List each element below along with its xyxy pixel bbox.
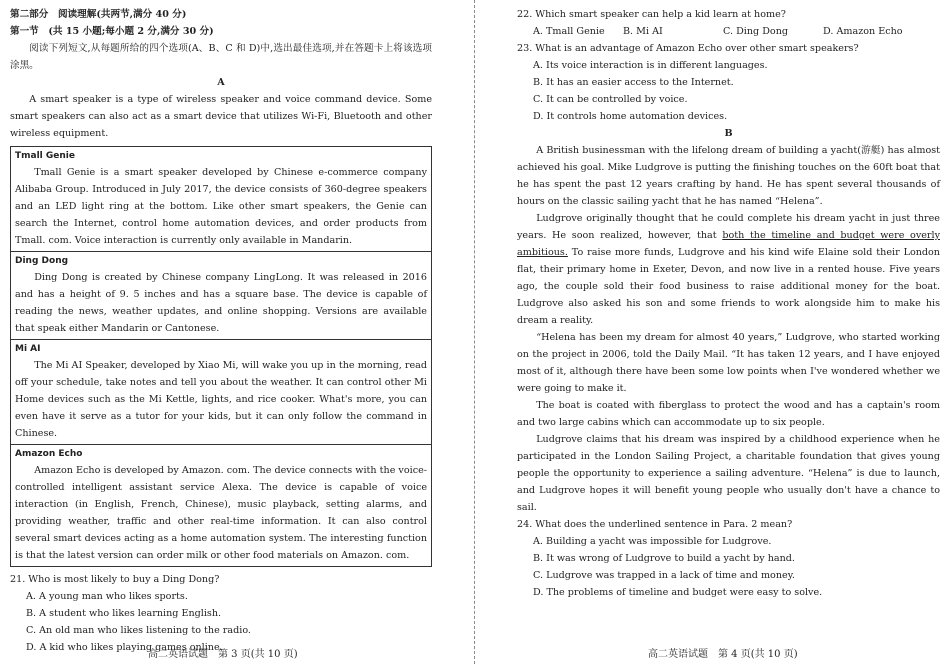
para-2-text: To raise more funds, Ludgrove and his kind wife Elaine sold their London flat, their primary home in Exeter, Devon, and now live in a rented house. Five years ago, the couple sold their food business to raise additional money for the boat. Ludgrove also asked his son and some friends to work alongside him to make his dream a reality. bbox=[517, 247, 940, 326]
box-title: Mi AI bbox=[15, 344, 41, 354]
passage-b-para-1: A British businessman with the lifelong dream of building a yacht(游艇) has almost achieved his goal. Mike Ludgrove is putting the finishing touches on the 60ft boat that he has spent the past 12 years crafting by hand. He has spent several thousands of hours on the classic sailing yacht that he has named “Helena”. bbox=[517, 145, 940, 207]
box-title: Ding Dong bbox=[15, 256, 69, 266]
instructions: 阅读下列短文,从每题所给的四个选项(A、B、C 和 D)中,选出最佳选项,并在答题卡上将该选项涂黑。 bbox=[10, 43, 432, 71]
box-section-tmall-genie bbox=[11, 147, 431, 251]
passage-b-para-2 bbox=[517, 210, 940, 329]
question-24: 24. What does the underlined sentence in Para. 2 mean? bbox=[517, 519, 793, 530]
box-section-ding-dong bbox=[11, 251, 431, 339]
option: B. It has an easier access to the Internet. bbox=[533, 77, 734, 88]
option: A. Building a yacht was impossible for Ludgrove. bbox=[533, 536, 772, 547]
passage-a-intro: A smart speaker is a type of wireless speaker and voice command device. Some smart speakers can also act as a smart device that utilizes Wi-Fi, Bluetooth and other wireless equipment. bbox=[10, 94, 432, 139]
box-title: Amazon Echo bbox=[15, 449, 83, 459]
question-24-options bbox=[517, 533, 940, 601]
passage-b-para-3: “Helena has been my dream for almost 40 years,” Ludgrove, who started working on the project in 2006, told the Daily Mail. “It has taken 12 years, and I have enjoyed most of it, although there have been some low points when I've wondered whether we were going to make it. bbox=[517, 332, 940, 394]
option: B. It was wrong of Ludgrove to build a yacht by hand. bbox=[533, 553, 795, 564]
page-footer-left: 高二英语试题 第 3 页(共 10 页) bbox=[148, 649, 298, 660]
question-23: 23. What is an advantage of Amazon Echo over other smart speakers? bbox=[517, 43, 859, 54]
option: A. A young man who likes sports. bbox=[26, 591, 188, 602]
option: D. Amazon Echo bbox=[823, 26, 903, 37]
left-page bbox=[10, 6, 432, 656]
question-21: 21. Who is most likely to buy a Ding Dong? bbox=[10, 574, 220, 585]
box-title: Tmall Genie bbox=[15, 151, 75, 161]
option: C. An old man who likes listening to the radio. bbox=[26, 625, 251, 636]
page-divider bbox=[474, 0, 475, 664]
passage-b-para-5: Ludgrove claims that his dream was inspired by a childhood experience when he participated in the London Sailing Project, a charitable foundation that gives young people the opportunity to experience a sailing adventure. “Helena” is due to launch, and Ludgrove hopes it will benefit young people who usually don't have a chance to sail. bbox=[517, 434, 940, 513]
option: B. A student who likes learning English. bbox=[26, 608, 222, 619]
box-section-mi-ai bbox=[11, 339, 431, 444]
passage-b-label: B bbox=[724, 128, 733, 139]
section1-title: 第一节 (共 15 小题;每小题 2 分,满分 30 分) bbox=[10, 26, 214, 37]
option: D. The problems of timeline and budget were easy to solve. bbox=[533, 587, 823, 598]
option: C. It can be controlled by voice. bbox=[533, 94, 688, 105]
option: C. Ding Dong bbox=[723, 26, 789, 37]
right-page bbox=[517, 6, 940, 601]
box-text: Amazon Echo is developed by Amazon. com. The device connects with the voice-controlled intelligent assistant service Alexa. The device is capable of voice interaction (in English, French, Chinese), music playback, setting alarms, and providing weather, traffic and other real-time information. It can also control several smart devices acting as a home automation system. The interesting function is that the latest version can order milk or other food materials on Amazon. com. bbox=[15, 465, 427, 561]
passage-a-label: A bbox=[217, 77, 225, 88]
underlined-sentence: both the timeline and budget were overly ambitious. bbox=[517, 230, 940, 258]
option: C. Ludgrove was trapped in a lack of time and money. bbox=[533, 570, 795, 581]
option: B. Mi AI bbox=[623, 26, 663, 37]
passage-b-para-4: The boat is coated with fiberglass to protect the wood and has a captain's room and two large cabins which can accommodate up to six people. bbox=[517, 400, 940, 428]
question-22: 22. Which smart speaker can help a kid learn at home? bbox=[517, 9, 786, 20]
option: D. It controls home automation devices. bbox=[533, 111, 728, 122]
section-title: 第二部分 阅读理解(共两节,满分 40 分) bbox=[10, 9, 187, 20]
speaker-info-box bbox=[10, 146, 432, 567]
box-text: Ding Dong is created by Chinese company LingLong. It was released in 2016 and has a height of 9. 5 inches and has a square base. The device is capable of reading the news, weather updates, and online shopping. Versions are available that speak either Mandarin or Cantonese. bbox=[15, 272, 427, 334]
question-22-options bbox=[517, 23, 940, 40]
option: A. Tmall Genie bbox=[533, 26, 605, 37]
box-text: The Mi AI Speaker, developed by Xiao Mi, will wake you up in the morning, read off your schedule, take notes and tell you about the weather. It can control other Mi Home devices such as the Mi Kettle, lights, and rice cooker. What's more, you can even have it serve as a tutor for your kids, but it can only follow the command in Chinese. bbox=[15, 360, 427, 439]
box-section-amazon-echo bbox=[11, 444, 431, 566]
option: D. A kid who likes playing games online. bbox=[26, 642, 223, 653]
para-2-text: Ludgrove originally thought that he could complete his dream yacht in just three years. He soon realized, however, that bbox=[517, 213, 940, 241]
box-text: Tmall Genie is a smart speaker developed by Chinese e-commerce company Alibaba Group. Introduced in July 2017, the device consists of 360-degree speakers and an LED light ring at the bottom. Like other smart speakers, the Genie can search the Internet, control home automation devices, and order products from Tmall. com. Voice interaction is currently only available in Mandarin. bbox=[15, 167, 427, 246]
question-23-options bbox=[517, 57, 940, 125]
page-footer-right: 高二英语试题 第 4 页(共 10 页) bbox=[648, 649, 798, 660]
option: A. Its voice interaction is in different languages. bbox=[533, 60, 768, 71]
